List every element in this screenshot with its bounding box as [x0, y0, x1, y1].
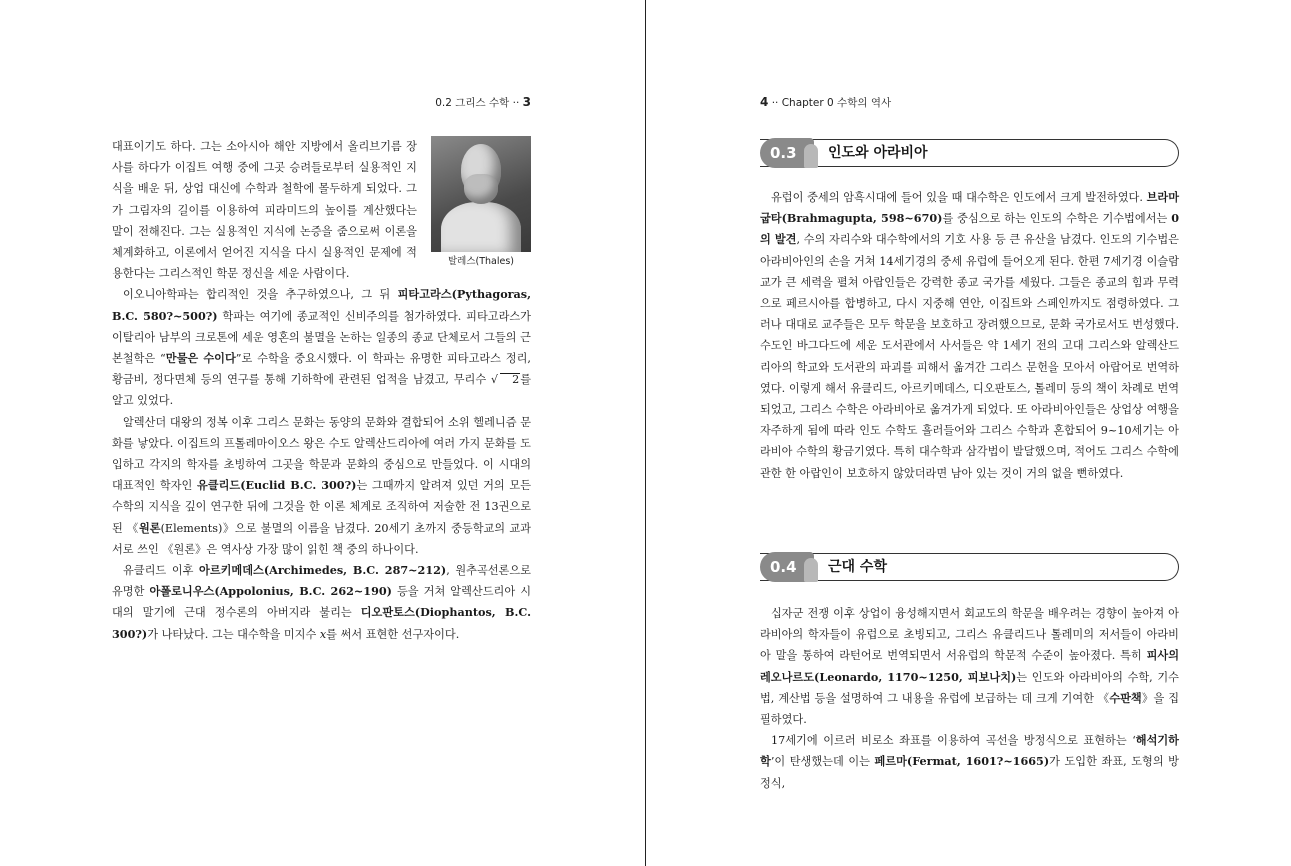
bold-term: 피타고라스(Pythagoras, B.C. 580?~500?)	[112, 287, 531, 323]
text-run: 는 그때까지 알려져 있던 거의 모든 수학의 지식을 깊이 연구한 뒤에 그것을 한 이론 체계로 조직하여 저술한 전 13권으로 된 《	[112, 479, 532, 535]
text-run: 를 중심으로 하는 인도의 수학은 기수법에서는	[942, 212, 1172, 226]
section-heading-0-3	[760, 138, 1179, 168]
text-run: , 수의 자리수와 대수학에서의 기호 사용 등 큰 유산을 남겼다. 인도의 기수법은 아라비아인의 손을 거쳐 14세기경의 중세 유럽에 들어오게 된다. 한편 7세기경 이슬람교가 큰 세력을 펼쳐 아랍인들은 강력한 종교 국가를 세웠다. 그들은 종교의 힘과 무력으로 페르시아를 합병하고, 다시 지중해 연안, 이집트와 스페인까지도 점령하였다. 그러나 대대로 교주들은 모두 학문을 보호하고 장려했으므로, 문화 국가로서도 번성했다. 수도인 바그다드에 세운 도서관에서 사서들은 약 1세기 전의 고대 그리스와 알렉산드리아의 학교와 도서관의 파괴를 피해서 옮겨간 그리스 문헌을 모아서 아랍어로 번역하였다. 이렇게 해서 유클리드, 아르키메데스, 디오판토스, 톨레미 등의 책이 차례로 번역되었고, 그리스 수학은 아라비아로 옮겨가게 되었다. 또 아라비아인들은 상업상 여행을 자주하게 됨에 따라 인도 수학도 흘러들어와 그리스 수학과 혼합되어 9~10세기는 아라비아 수학의 황금기였다. 특히 대수학과 삼각법이 발달했으며, 적어도 그리스 수학에 관한 한 아랍인이 보호하지 않았더라면 남아 있는 것이 거의 없을 뻔하였다.	[760, 233, 1179, 480]
text-run: 이오니아학파는 합리적인 것을 추구하였으나, 그 뒤	[123, 288, 398, 302]
paragraph-3	[112, 412, 531, 560]
left-page	[0, 0, 645, 866]
bold-term: 페르마(Fermat, 1601?~1665)	[874, 754, 1050, 769]
section-title: 인도와 아라비아	[828, 145, 928, 161]
section-heading-0-4	[760, 552, 1179, 582]
right-running-header	[760, 95, 891, 110]
text-run: 유럽이 중세의 암흑시대에 들어 있을 때 대수학은 인도에서 크게 발전하였다.	[771, 191, 1147, 204]
section-0-3-body	[760, 187, 1179, 484]
section-title: 근대 수학	[828, 559, 887, 575]
math-variable: x	[319, 627, 327, 641]
thales-figure	[431, 136, 531, 269]
section-0-3-paragraph	[760, 187, 1179, 484]
text-run: ’이 탄생했는데 이는	[770, 755, 875, 769]
bold-term: 피사의 레오나르도(Leonardo, 1170~1250, 피보나치)	[760, 648, 1179, 684]
bold-term: 브라마굽타(Brahmagupta, 598~670)	[760, 190, 1179, 226]
text-run: 를 써서 표현한 선구자이다.	[326, 627, 460, 641]
text-run: 가 나타났다. 그는 대수학을 미지수	[147, 627, 320, 641]
left-section-label: 0.2 그리스 수학 ··	[435, 97, 520, 109]
bold-term: 원론	[138, 520, 161, 535]
text-run: , 원추곡선론으로 유명한	[112, 564, 531, 599]
right-page	[646, 0, 1291, 866]
text-run: 17세기에 이르러 비로소 좌표를 이용하여 곡선을 방정식으로 표현하는 ‘	[771, 734, 1136, 748]
text-run: 십자군 전쟁 이후 상업이 융성해지면서 회교도의 학문을 배우려는 경향이 높아져 아라비아의 학자들이 유럽으로 초빙되고, 그리스 유클리드나 톨레미의 저서들이 아라비아 말을 통하여 라턴어로 번역되면서 서유럽의 학문적 수준이 높아졌다. 특히	[760, 607, 1179, 663]
bold-term: 0의 발견	[760, 211, 1179, 247]
bold-term: 해석기하학	[760, 733, 1179, 769]
text-run: ”로 수학을 중요시했다. 이 학파는 유명한 피타고라스 정리, 황금비, 정다면체 등의 연구를 통해 기하학에 관련된 업적을 남겼고, 무리수	[112, 352, 531, 387]
text-run: 등을 거쳐 알렉산드리아 시대의 말기에 근대 정수론의 아버지라 불리는	[112, 585, 532, 620]
text-run: 는 인도와 아라비아의 수학, 기수법, 계산법 등을 설명하여 그 내용을 유럽에 보급하는 데 크게 기여한 《	[760, 670, 1179, 705]
section-0-4-body	[760, 603, 1179, 794]
bold-term: 만물은 수이다	[165, 351, 236, 366]
right-page-number: 4	[760, 95, 769, 109]
section-0-4-paragraph-1	[760, 603, 1179, 730]
sqrt-radicand: 2	[500, 373, 520, 386]
section-number-badge: 0.4	[760, 552, 814, 582]
text-run: 알렉산더 대왕의 정복 이후 그리스 문화는 동양의 문화와 결합되어 소위 헬레니즘 문화를 낳았다. 이집트의 프톨레마이오스 왕은 수도 알렉산드리아에 여러 가지 문화를 도입하고 각지의 학자를 초빙하여 그곳을 학문과 문화의 중심으로 만들었다. 이 시대의 대표적인 학자인	[112, 415, 531, 493]
paragraph-4	[112, 560, 531, 645]
left-page-number: 3	[522, 95, 531, 109]
paragraph-1: 대표이기도 하다. 그는 소아시아 해안 지방에서 올리브기름 장사를 하다가 이집트 여행 중에 그곳 승려들로부터 실용적인 지식을 배운 뒤, 상업 대신에 수학과 철학에 몰두하게 되었다. 그가 그림자의 길이를 이용하여 피라미드의 높이를 계산했다는 말이 전해진다. 그는 실용적인 지식에 논증을 줌으로써 이론을 체계화하고, 이론에서 얻어진 지식을 다시 실용적인 문제에 적용한다는 그리스적인 학문 정신을 세운 사람이다.	[112, 140, 417, 281]
figure-caption: 탈레스(Thales)	[447, 256, 515, 267]
bold-term: 수판책	[1109, 690, 1142, 705]
bold-term: 아르키메데스(Archimedes, B.C. 287~212)	[199, 563, 447, 578]
paragraph-2: 이오니아학파는 합리적인 것을 추구하였으나, 그 뒤 피타고라스(Pythagoras, B.C. 580?~500?) 학파는 여기에 종교적인 신비주의를 첨가하였다. 피타고라스가 이탈리아 남부의 크로톤에 세운 영혼의 불멸을 논하는 일종의 종교 단체로서 그들의 근본철학은 “만물은 수이다”로 수학을 중요시했다. 이 학파는 유명한 피타고라스 정리, 황금비, 정다면체 등의 연구를 통해 기하학에 관련된 업적을 남겼고, 무리수 √ 2를 알고 있었다.	[112, 287, 531, 408]
section-0-4-paragraph-2	[760, 730, 1179, 794]
text-run: 학파는 여기에 종교적인 신비주의를 첨가하였다. 피타고라스가 이탈리아 남부의 크로톤에 세운 영혼의 불멸을 논하는 일종의 종교 단체로서 그들의 근본철학은 “	[112, 309, 531, 366]
text-run: 를 알고 있었다.	[112, 373, 531, 408]
bold-term: 아폴로니우스(Appolonius, B.C. 262~190)	[149, 584, 392, 599]
bold-term: 디오판토스(Diophantos, B.C. 300?)	[112, 605, 531, 641]
text-run: 가 도입한 좌표, 도형의 방정식,	[760, 755, 1179, 790]
text-run: 유클리드 이후	[123, 564, 200, 578]
bold-term: 유클리드(Euclid B.C. 300?)	[196, 478, 357, 493]
text-run: (Elements)》으로 불멸의 이름을 남겼다. 20세기 초까지 중등학교의 교과서로 쓰인 《원론》은 역사상 가장 많이 읽힌 책 중의 하나이다.	[112, 521, 531, 556]
left-body	[112, 136, 531, 645]
left-running-header	[435, 95, 531, 110]
text-run: 》을 집필하였다.	[760, 691, 1180, 727]
chapter-label: ·· Chapter 0 수학의 역사	[771, 97, 892, 109]
section-number-badge: 0.3	[760, 138, 814, 168]
thales-bust-image	[431, 136, 531, 252]
